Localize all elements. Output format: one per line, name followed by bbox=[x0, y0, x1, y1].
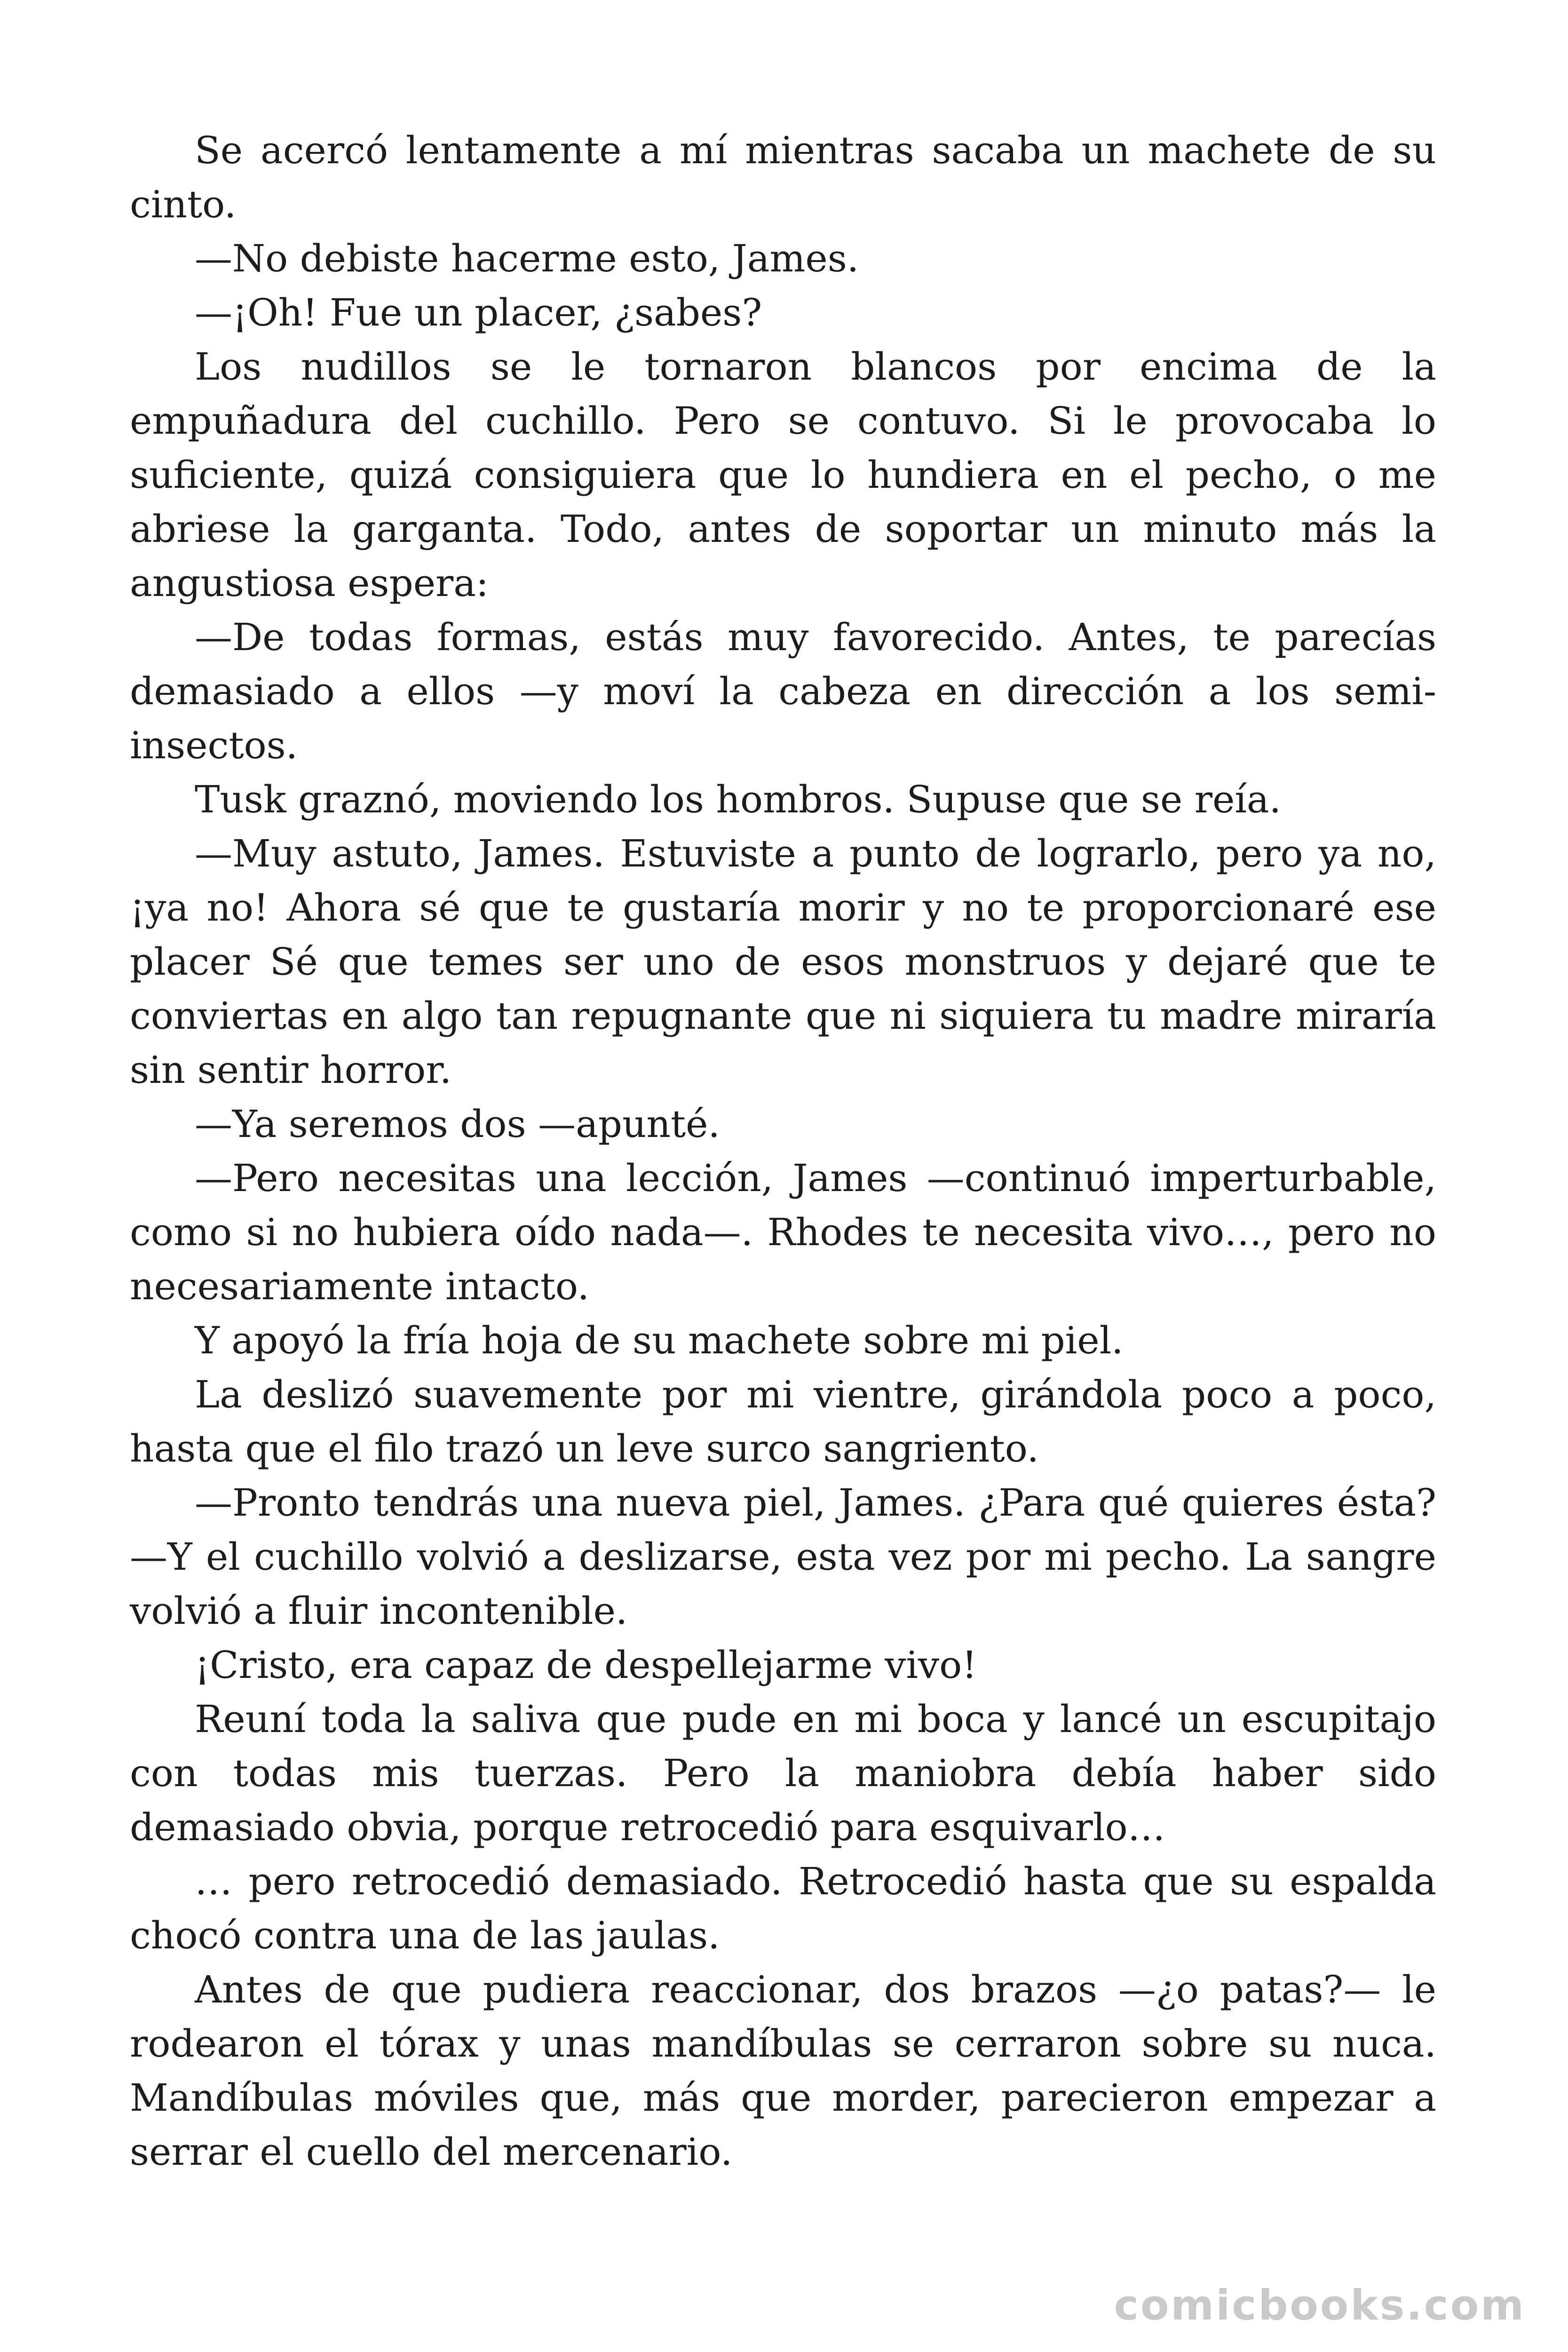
paragraph: —No debiste hacerme esto, James. bbox=[195, 237, 859, 280]
paragraph: ¡Cristo, era capaz de despellejarme vivo! bbox=[195, 1643, 977, 1687]
paragraph: —De todas formas, estás muy favorecido. Antes, te parecías demasiado a ellos —y moví la cabeza en dirección a los semi-insectos. bbox=[130, 615, 1436, 767]
paragraph: —Pero necesitas una lección, James —continuó imperturbable, como si no hubiera oído nada—. Rhodes te necesita vivo…, pero no necesariamente intacto. bbox=[130, 1156, 1436, 1308]
paragraph: Se acercó lentamente a mí mientras sacaba un machete de su cinto. bbox=[130, 128, 1436, 226]
paragraph: Los nudillos se le tornaron blancos por encima de la empuñadura del cuchillo. Pero se contuvo. Si le provocaba lo suficiente, quizá consiguiera que lo hundiera en el pecho, o me abriese la garganta. Todo, antes de soportar un minuto más la angustiosa espera: bbox=[130, 345, 1436, 605]
paragraph: —¡Oh! Fue un placer, ¿sabes? bbox=[195, 291, 762, 334]
paragraph: Antes de que pudiera reaccionar, dos brazos —¿o patas?— le rodearon el tórax y unas mandíbulas se cerraron sobre su nuca. Mandíbulas móviles que, más que morder, parecieron empezar a serrar el cuello del mercenario. bbox=[130, 1968, 1436, 2174]
body-text bbox=[130, 123, 1436, 2179]
paragraph: La deslizó suavemente por mi vientre, girándola poco a poco, hasta que el filo trazó un leve surco sangriento. bbox=[130, 1373, 1436, 1470]
watermark: comicbooks.com bbox=[1114, 2281, 1526, 2329]
paragraph: Y apoyó la fría hoja de su machete sobre mi piel. bbox=[195, 1319, 1124, 1362]
paragraph: Tusk graznó, moviendo los hombros. Supuse que se reía. bbox=[195, 778, 1281, 821]
paragraph: —Ya seremos dos —apunté. bbox=[195, 1102, 720, 1146]
paragraph: —Pronto tendrás una nueva piel, James. ¿Para qué quieres ésta? —Y el cuchillo volvió a deslizarse, esta vez por mi pecho. La sangre volvió a fluir incontenible. bbox=[130, 1481, 1436, 1633]
paragraph: Reuní toda la saliva que pude en mi boca y lancé un escupitajo con todas mis tuerzas. Pero la maniobra debía haber sido demasiado obvia, porque retrocedió para esquivarlo… bbox=[130, 1697, 1436, 1849]
paragraph: … pero retrocedió demasiado. Retrocedió hasta que su espalda chocó contra una de las jaulas. bbox=[130, 1859, 1436, 1957]
paragraph: —Muy astuto, James. Estuviste a punto de lograrlo, pero ya no, ¡ya no! Ahora sé que te gustaría morir y no te proporcionaré ese placer Sé que temes ser uno de esos monstruos y dejaré que te conviertas en algo tan repugnante que ni siquiera tu madre miraría sin sentir horror. bbox=[130, 832, 1436, 1092]
